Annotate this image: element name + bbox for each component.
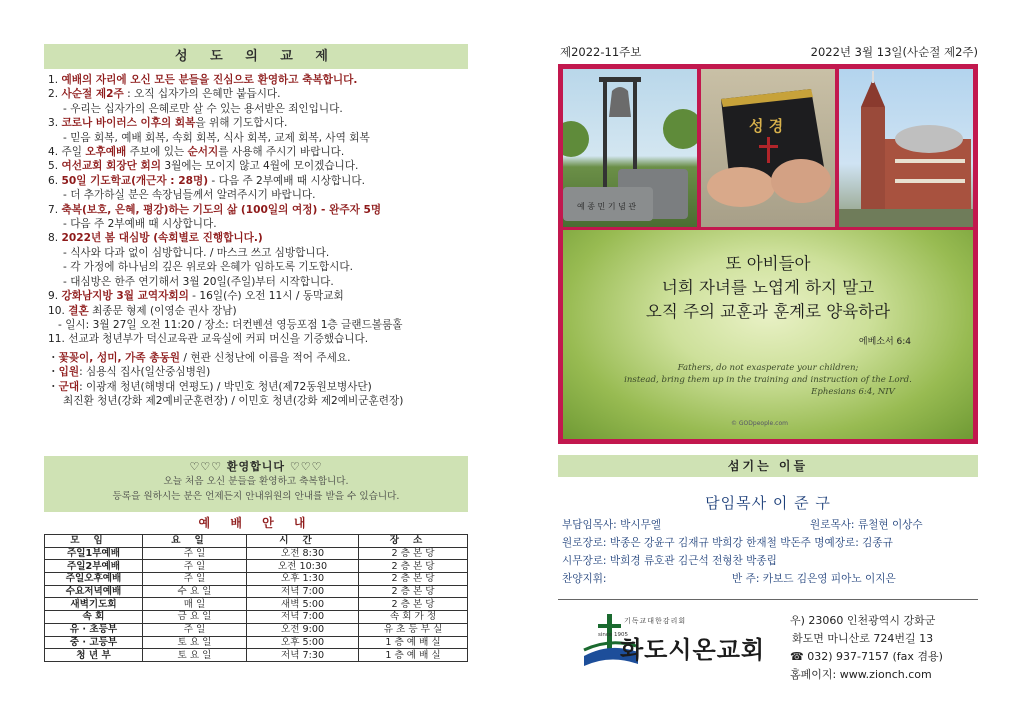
emeritus-pastors: 원로목사: 류철현 이상수 — [810, 519, 923, 531]
table-row — [45, 649, 468, 662]
notice-list — [44, 73, 468, 347]
table-cell: 주일오후예배 — [45, 573, 143, 586]
notice-item: 11. 선교과 청년부가 덕신교육관 교육실에 커피 머신을 기증했습니다. — [48, 333, 369, 346]
table-cell: 주일2부예배 — [45, 560, 143, 573]
notice-item: 3. 코로나 바이러스 이후의 회복을 위해 기도합시다. — [48, 117, 288, 130]
table-cell: 속 회 가 정 — [359, 611, 468, 624]
table-cell: 2 층 본 당 — [359, 547, 468, 560]
table-cell: 2 층 본 당 — [359, 585, 468, 598]
table-row — [45, 623, 468, 636]
table-cell: 오후 5:00 — [247, 636, 359, 649]
notice-subitem: - 믿음 회복, 예배 회복, 속회 회복, 식사 회복, 교제 회복, 사역 회복 — [63, 131, 370, 144]
fellowship-title: 성 도 의 교 제 — [44, 44, 468, 69]
table-cell: 1 층 예 배 실 — [359, 649, 468, 662]
worship-table — [44, 534, 468, 662]
notice-item: 1. 예배의 자리에 오신 모든 분들을 진심으로 환영하고 축복합니다. — [48, 74, 358, 86]
bell-icon — [609, 87, 631, 117]
table-cell: 중 · 고등부 — [45, 636, 143, 649]
notice-item: 8. 2022년 봄 대심방 (속회별로 진행합니다.) — [48, 232, 263, 245]
table-cell: 수요저녁예배 — [45, 585, 143, 598]
notice-subitem: - 더 추가하실 분은 속장님들께서 알려주시기 바랍니다. — [63, 189, 316, 202]
notice-subitem: - 일시: 3월 27일 오전 11:20 / 장소: 더컨벤션 영등포점 1층 글랜드볼룸홀 — [58, 318, 403, 331]
table-row — [45, 547, 468, 560]
bullet-item: ・군대: 이광재 청년(해병대 연평도) / 박민호 청년(제72동원보병사단) — [48, 380, 372, 393]
table-row — [45, 585, 468, 598]
address-line: 우) 23060 인천광역시 강화군 — [790, 614, 936, 627]
notice-subitem: - 각 가정에 하나님의 깊은 위로와 은혜가 임하도록 기도합시다. — [63, 261, 353, 274]
table-cell: 주 일 — [143, 623, 247, 636]
divider — [558, 599, 978, 600]
verse-image — [558, 64, 978, 444]
welcome-line: 등록을 원하시는 분은 언제든지 안내위원의 안내를 받을 수 있습니다. — [112, 491, 400, 502]
table-cell: 속 회 — [45, 611, 143, 624]
column-header: 장소 — [359, 535, 468, 548]
table-cell: 1 층 예 배 실 — [359, 636, 468, 649]
table-cell: 새벽기도회 — [45, 598, 143, 611]
notice-item: 9. 강화남지방 3월 교역자회의 - 16일(수) 오전 11시 / 동막교회 — [48, 290, 344, 303]
bullet-item: ・꽃꽂이, 성미, 가족 총동원 / 현관 신청난에 이름을 적어 주세요. — [48, 351, 351, 364]
table-cell: 저녁 7:30 — [247, 649, 359, 662]
table-row — [45, 598, 468, 611]
image-copyright: © GODpeople.com — [731, 420, 788, 427]
table-row — [45, 636, 468, 649]
welcome-box — [44, 456, 468, 512]
bullet-list — [44, 351, 468, 409]
photo-strip — [563, 69, 973, 227]
table-cell: 주 일 — [143, 547, 247, 560]
table-cell: 2 층 본 당 — [359, 573, 468, 586]
issue-number: 제2022-11주보 — [560, 45, 642, 59]
column-header: 요일 — [143, 535, 247, 548]
church-name: 화도시온교회 — [620, 636, 766, 664]
table-cell: 토 요 일 — [143, 636, 247, 649]
choir-members: 반 주: 카보드 김은영 피아노 이지은 — [732, 573, 896, 585]
church-logo: since 1905 기독교대한감리회 화도시온교회 — [580, 612, 780, 668]
verse-english: Fathers, do not exasperate your children; instead, bring them up in the training and instruction of the Lord. Ephesians 6:4, NIV — [624, 363, 912, 397]
address-line: 화도면 마니산로 724번길 13 — [792, 632, 934, 645]
table-row — [45, 573, 468, 586]
column-header: 모임 — [45, 535, 143, 548]
notice-item: 10. 결혼 최종문 형제 (이영순 권사 장남) — [48, 304, 237, 317]
notice-subitem: - 대심방은 한주 연기해서 3월 20일(주일)부터 시작합니다. — [63, 275, 334, 288]
table-cell: 주일1부예배 — [45, 547, 143, 560]
table-cell: 매 일 — [143, 598, 247, 611]
associate-pastor: 부담임목사: 박시무엘 — [562, 519, 662, 531]
table-cell: 오후 1:30 — [247, 573, 359, 586]
table-cell: 유 · 초등부 — [45, 623, 143, 636]
verse-text: 또 아비들아 너희 자녀를 노엽게 하지 말고 오직 주의 교훈과 훈계로 양육하라 — [645, 254, 891, 321]
table-cell: 유 초 등 부 실 — [359, 623, 468, 636]
emeritus-elders: 원로장로: 박종은 강윤구 김재규 박희강 한재철 박돈주 명예장로: 김종규 — [562, 537, 893, 549]
choir-label: 찬양지휘: — [562, 573, 607, 585]
bell-monument-photo — [563, 69, 697, 227]
notice-item: 6. 50일 기도학교(개근자 : 28명) - 다음 주 2부예배 때 시상합니다. — [48, 174, 365, 187]
welcome-line: 오늘 처음 오신 분들을 환영하고 축복합니다. — [163, 476, 349, 487]
bullet-item-continued: 최진환 청년(강화 제2예비군훈련장) / 이민호 청년(강화 제2예비군훈련장) — [63, 394, 404, 407]
church-building-photo — [839, 69, 973, 227]
bible-photo — [701, 69, 835, 227]
table-cell: 토 요 일 — [143, 649, 247, 662]
notice-item: 2. 사순절 제2주 : 오직 십자가의 은혜만 붙듭시다. — [48, 88, 281, 101]
servants-title: 섬기는 이들 — [558, 455, 978, 477]
bulletin-date: 2022년 3월 13일(사순절 제2주) — [810, 45, 978, 59]
notice-subitem: - 식사와 다과 없이 심방합니다. / 마스크 쓰고 심방합니다. — [63, 246, 330, 259]
table-cell: 2 층 본 당 — [359, 598, 468, 611]
bullet-item: ・입원: 심용식 집사(일산중심병원) — [48, 366, 211, 379]
table-cell: 주 일 — [143, 573, 247, 586]
notice-subitem: - 다음 주 2부예배 때 시상합니다. — [63, 218, 217, 231]
svg-text:성 경: 성 경 — [749, 117, 784, 135]
senior-pastor: 담임목사 이 준 구 — [705, 494, 831, 512]
notice-item: 4. 주일 오후예배 주보에 있는 순서지를 사용해 주시기 바랍니다. — [48, 146, 345, 159]
church-contact — [790, 612, 943, 684]
table-cell: 주 일 — [143, 560, 247, 573]
table-cell: 새벽 5:00 — [247, 598, 359, 611]
column-header: 시간 — [247, 535, 359, 548]
table-cell: 오전 8:30 — [247, 547, 359, 560]
notice-item: 5. 여선교회 회장단 회의 3월에는 모이지 않고 4월에 모이겠습니다. — [48, 160, 359, 173]
table-cell: 청 년 부 — [45, 649, 143, 662]
table-cell: 수 요 일 — [143, 585, 247, 598]
worship-title: 예 배 안 내 — [198, 516, 314, 530]
table-cell: 오전 10:30 — [247, 560, 359, 573]
notice-subitem: - 우리는 십자가의 은혜로만 살 수 있는 용서받은 죄인입니다. — [63, 102, 343, 115]
table-cell: 저녁 7:00 — [247, 611, 359, 624]
svg-text:예 종 민 기 념 관: 예 종 민 기 념 관 — [577, 202, 637, 211]
table-row — [45, 560, 468, 573]
denomination: 기독교대한감리회 — [624, 617, 687, 625]
fellowship-section — [44, 44, 468, 408]
table-cell: 오전 9:00 — [247, 623, 359, 636]
homepage-link[interactable]: 홈페이지: www.zionch.com — [790, 668, 932, 681]
phone: ☎ 032) 937-7157 (fax 겸용) — [790, 650, 943, 663]
welcome-title: ♡♡♡ 환영합니다 ♡♡♡ — [189, 460, 323, 473]
table-row — [45, 611, 468, 624]
table-cell: 저녁 7:00 — [247, 585, 359, 598]
verse-panel — [563, 230, 973, 439]
table-cell: 2 층 본 당 — [359, 560, 468, 573]
table-cell: 금 요 일 — [143, 611, 247, 624]
active-elders: 시무장로: 박희경 류호관 김근석 전형찬 박종립 — [562, 555, 777, 567]
notice-item: 7. 축복(보호, 은혜, 평강)하는 기도의 삶 (100일의 여정) - 완주자 5명 — [48, 203, 382, 216]
verse-reference: 에베소서 6:4 — [858, 337, 911, 347]
